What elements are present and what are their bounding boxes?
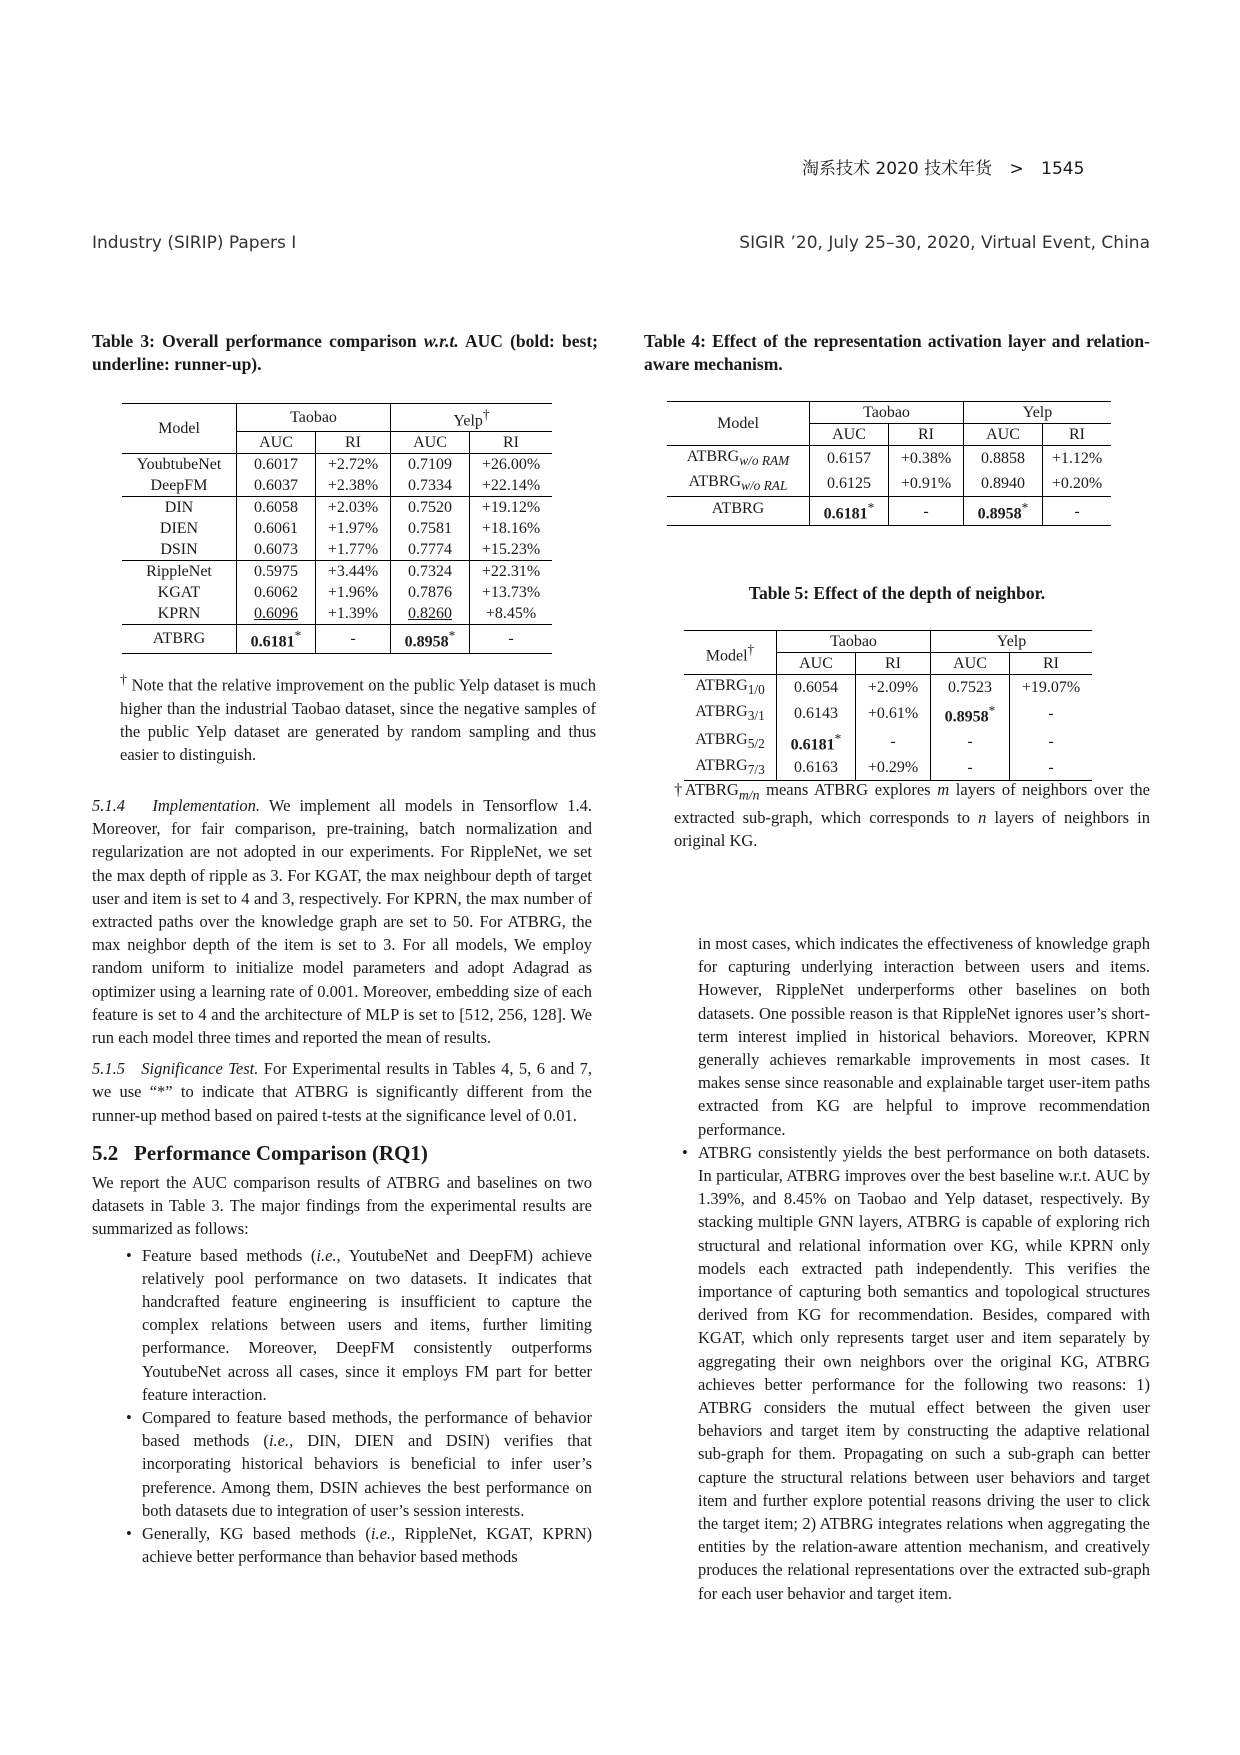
table5-header-auc: AUC: [777, 653, 856, 675]
section-5-1-5: 5.1.5 Significance Test. For Experimental results in Tables 4, 5, 6 and 7, we use “*” to indicate that ATBRG is significantly different from the runner-up method based on paired t-tests at the significance level of 0.01.: [92, 1059, 592, 1125]
table3-note: † Note that the relative improvement on the public Yelp dataset is much higher than the industrial Taobao dataset, since the negative samples of the public Yelp dataset are generated by random sampling and thus easier to distinguish.: [120, 672, 596, 764]
table3-value-cell: 0.8260: [391, 603, 470, 625]
table5-value-cell: -: [1010, 700, 1093, 727]
table3-model-cell: DeepFM: [150, 477, 208, 495]
table3-value-cell: -: [470, 625, 553, 653]
table4-value-cell: 0.8858: [964, 446, 1043, 472]
table3-model-cell: KPRN: [157, 605, 201, 623]
table3-model-cell: KGAT: [157, 584, 201, 602]
table4-value-cell: +1.12%: [1043, 446, 1112, 472]
table5-value-cell: 0.6143: [777, 700, 856, 727]
table5-model-cell: $ATBRG_{5/2}$: [695, 730, 765, 751]
table5-value-cell: 0.8958*: [931, 700, 1010, 727]
table5-header-yelp: Yelp: [931, 631, 1093, 653]
table5-value-cell: -: [1010, 755, 1093, 781]
page-number: 1545: [1041, 159, 1085, 179]
table5-header-model: Model†: [684, 631, 777, 675]
table4-value-cell: 0.6125: [810, 471, 889, 497]
table4-header-ri: RI: [889, 424, 964, 446]
table5-model-cell: $ATBRG_{7/3}$: [684, 755, 777, 781]
table3-body: [122, 454, 552, 653]
table5-header-ri: RI: [1010, 653, 1093, 675]
table4-header-model: Model: [667, 402, 810, 446]
list-item: • Feature based methods (i.e., YoutubeNet and DeepFM) achieve relatively pool performance on two datasets. It indicates that handcrafted feature engineering is insufficient to capture the complex relations between users and items, further limiting performance. Moreover, DeepFM consistently outperforms YoutubeNet across all cases, since it employs FM part for better feature interaction.: [126, 1245, 592, 1404]
table5-value-cell: -: [931, 755, 1010, 781]
table3-model-cell: DIEN: [159, 520, 199, 538]
table3-value-cell: +2.03%: [316, 497, 391, 519]
table-row: [122, 625, 552, 653]
table3-value-cell: 0.6073: [237, 539, 316, 561]
table-row: [122, 454, 552, 476]
table3-value-cell: 0.7324: [391, 561, 470, 583]
section-5-2-heading: 5.2 Performance Comparison (RQ1): [92, 1140, 428, 1165]
table3-value-cell: 0.6061: [237, 518, 316, 539]
table5-value-cell: -: [1010, 728, 1093, 755]
table5-header-taobao: Taobao: [777, 631, 931, 653]
table3-value-cell: 0.6037: [237, 475, 316, 497]
table4-value-cell: 0.8940: [964, 471, 1043, 497]
table-row: [684, 755, 1092, 781]
table5-value-cell: 0.7523: [931, 675, 1010, 701]
table3-value-cell: 0.7334: [391, 475, 470, 497]
running-head-right: SIGIR ’20, July 25–30, 2020, Virtual Event, China: [739, 233, 1150, 253]
table-row: [122, 603, 552, 625]
findings-continued: in most cases, which indicates the effectiveness of knowledge graph for capturing underlying interaction between users and items. However, RippleNet underperforms other baselines on both datasets. One possible reason is that RippleNet ignores user’s short-term interest implied in historical behaviors. Moreover, KPRN generally achieves remarkable improvements in most cases. It makes sense since reasonable and explainable target user-item paths extracted from KG are helpful to improve recommendation performance.: [698, 934, 1150, 1139]
table3-value-cell: +1.97%: [316, 518, 391, 539]
table3-value-cell: 0.5975: [237, 561, 316, 583]
table3-model-cell: ATBRG: [122, 625, 237, 653]
table-row: [122, 497, 552, 519]
table5-value-cell: 0.6181*: [777, 728, 856, 755]
table5-value-cell: 0.6054: [777, 675, 856, 701]
table5-note: $\dagger ATBRG_{m/n}$ means ATBRG explores m layers of neighbors over the extracted sub-graph, which corresponds to n layers of neighbors in original KG.: [674, 780, 1150, 851]
table4-caption: Table 4: Effect of the representation activation layer and relation-aware mechanism.: [644, 331, 1150, 374]
table5-value-cell: +0.29%: [856, 755, 931, 781]
table3: [122, 403, 552, 654]
findings-list: [126, 1244, 592, 1569]
table-row: [122, 475, 552, 497]
table3-value-cell: +19.12%: [470, 497, 553, 519]
left-column: [92, 794, 592, 1569]
table5-value-cell: +2.09%: [856, 675, 931, 701]
table3-value-cell: 0.7581: [391, 518, 470, 539]
table5-value-cell: -: [931, 728, 1010, 755]
table3-value-cell: 0.7109: [391, 454, 470, 476]
table3-value-cell: +1.96%: [316, 582, 391, 603]
table5: [684, 630, 1092, 781]
table-row: [122, 518, 552, 539]
table-row: [667, 471, 1111, 497]
table5-caption: Table 5: Effect of the depth of neighbor.: [748, 583, 1046, 603]
table3-model-cell: RippleNet: [122, 561, 237, 583]
table5-value-cell: +0.61%: [856, 700, 931, 727]
table3-model-cell: DIN: [122, 497, 237, 519]
list-item: • Compared to feature based methods, the performance of behavior based methods (i.e., DIN, DIEN and DSIN) verifies that incorporating historical behaviors is beneficial to infer user’s preference. Among them, DSIN achieves the best performance on both datasets due to integration of user’s session interests.: [126, 1408, 592, 1520]
table4-value-cell: -: [889, 497, 964, 525]
table4-value-cell: +0.20%: [1043, 471, 1112, 497]
table3-value-cell: 0.6058: [237, 497, 316, 519]
table4-header-auc: AUC: [810, 424, 889, 446]
running-head-left: Industry (SIRIP) Papers I: [92, 233, 297, 253]
table5-model-cell: $ATBRG_{1/0}$: [695, 677, 765, 698]
findings-list-continued: [682, 1141, 1150, 1605]
table5-value-cell: 0.6163: [777, 755, 856, 781]
table5-header-auc: AUC: [931, 653, 1010, 675]
table-row: [122, 582, 552, 603]
table3-value-cell: +22.14%: [470, 475, 553, 497]
table3-value-cell: +2.38%: [316, 475, 391, 497]
table4-body: [667, 446, 1111, 526]
table-row: [684, 728, 1092, 755]
right-column: [682, 932, 1150, 1605]
table3-value-cell: +3.44%: [316, 561, 391, 583]
table-row: [667, 446, 1111, 472]
page-header: [802, 154, 1084, 179]
header-separator: >: [1009, 159, 1024, 179]
table4-model-cell: ATBRG: [667, 497, 810, 525]
table4-header-taobao: Taobao: [810, 402, 964, 424]
table4-header-auc: AUC: [964, 424, 1043, 446]
table4-value-cell: +0.38%: [889, 446, 964, 472]
table3-value-cell: +13.73%: [470, 582, 553, 603]
publication-title: 淘系技术 2020 技术年货: [802, 159, 993, 179]
table3-value-cell: 0.6096: [237, 603, 316, 625]
table3-caption: Table 3: Overall performance comparison w.r.t. AUC (bold: best; underline: runner-up).: [92, 331, 598, 374]
table3-value-cell: +2.72%: [316, 454, 391, 476]
table5-value-cell: +19.07%: [1010, 675, 1093, 701]
table3-header-yelp: Yelp†: [391, 404, 553, 432]
table4-value-cell: 0.6157: [810, 446, 889, 472]
table4-header-ri: RI: [1043, 424, 1112, 446]
table5-body: [684, 675, 1092, 781]
table4: [667, 401, 1111, 526]
table4-value-cell: -: [1043, 497, 1112, 525]
table5-header-ri: RI: [856, 653, 931, 675]
table3-header-auc: AUC: [237, 432, 316, 454]
table3-header-auc: AUC: [391, 432, 470, 454]
table4-value-cell: 0.6181*: [810, 497, 889, 525]
table-row: [122, 539, 552, 561]
table4-header-yelp: Yelp: [964, 402, 1112, 424]
table3-value-cell: +8.45%: [470, 603, 553, 625]
table3-value-cell: +15.23%: [470, 539, 553, 561]
table3-value-cell: 0.7876: [391, 582, 470, 603]
table-row: [122, 561, 552, 583]
table5-value-cell: -: [856, 728, 931, 755]
section-5-1-4: 5.1.4 Implementation. We implement all models in Tensorflow 1.4. Moreover, for fair comparison, pre-training, batch normalization and regularization are not adopted in our experiments. For RippleNet, we set the max depth of ripple as 3. For KGAT, the max neighbour depth of target user and item is set to 4 and 3, respectively. For KPRN, the max number of extracted paths over the knowledge graph are set to 50. For ATBRG, the max neighbor depth of the item is set to 3. For all models, We employ random uniform to initialize model parameters and adopt Adagrad as optimizer using a learning rate of 0.001. Moreover, embedding size of each feature is set to 4 and the architecture of MLP is set to [512, 256, 128]. We run each model three times and reported the mean of results.: [92, 796, 593, 1048]
table3-header-ri: RI: [470, 432, 553, 454]
table3-value-cell: 0.6017: [237, 454, 316, 476]
table3-header-model: Model: [122, 404, 237, 454]
table-row: [684, 675, 1092, 701]
table3-value-cell: 0.7520: [391, 497, 470, 519]
table3-model-cell: DSIN: [160, 541, 198, 559]
table3-model-cell: YoubtubeNet: [136, 456, 222, 474]
table-row: [684, 700, 1092, 727]
table3-header-ri: RI: [316, 432, 391, 454]
table3-value-cell: +1.77%: [316, 539, 391, 561]
table3-header-taobao: Taobao: [237, 404, 391, 432]
section-5-2-intro: We report the AUC comparison results of ATBRG and baselines on two datasets in Table 3. The major findings from the experimental results are summarized as follows:: [92, 1173, 592, 1239]
table4-value-cell: 0.8958*: [964, 497, 1043, 525]
table3-value-cell: +22.31%: [470, 561, 553, 583]
table3-value-cell: 0.8958*: [391, 625, 470, 653]
table4-model-cell: $ATBRG_{w/o RAL}$: [688, 473, 788, 494]
list-item: • ATBRG consistently yields the best performance on both datasets. In particular, ATBRG improves over the best baseline w.r.t. AUC by 1.39%, and 8.45% on Taobao and Yelp dataset, respectively. By stacking multiple GNN layers, ATBRG is capable of exploring rich structural and relational information over KG, while KPRN only models each extracted path independently. This verifies the importance of capturing both semantics and topological structures derived from KG for recommendation. Besides, compared with KGAT, which only represents target user and item separately by aggregating their own neighbors over the original KG, ATBRG achieves better performance for the following two reasons: 1) ATBRG considers the mutual effect between the given user behaviors and target item by constructing the adaptive relational sub-graph for them. Propagating on such a sub-graph can better capture the structural relations between user behaviors and target item and further explore potential reasons driving the user to click the target item; 2) ATBRG integrates relations when aggregating the entities by the relation-aware attention mechanism, and creatively produces the relational representations over the extracted sub-graph for each user behavior and target item.: [682, 1142, 1150, 1603]
table5-model-cell: $ATBRG_{3/1}$: [695, 703, 765, 724]
table4-value-cell: +0.91%: [889, 471, 964, 497]
table3-value-cell: +18.16%: [470, 518, 553, 539]
table3-value-cell: -: [316, 625, 391, 653]
list-item: • Generally, KG based methods (i.e., RippleNet, KGAT, KPRN) achieve better performance than behavior based methods: [126, 1524, 592, 1567]
table3-value-cell: +26.00%: [470, 454, 553, 476]
table3-value-cell: 0.6062: [237, 582, 316, 603]
table3-value-cell: 0.6181*: [237, 625, 316, 653]
table3-value-cell: 0.7774: [391, 539, 470, 561]
table-row: [667, 497, 1111, 525]
table4-model-cell: $ATBRG_{w/o RAM}$: [686, 448, 790, 469]
table3-value-cell: +1.39%: [316, 603, 391, 625]
